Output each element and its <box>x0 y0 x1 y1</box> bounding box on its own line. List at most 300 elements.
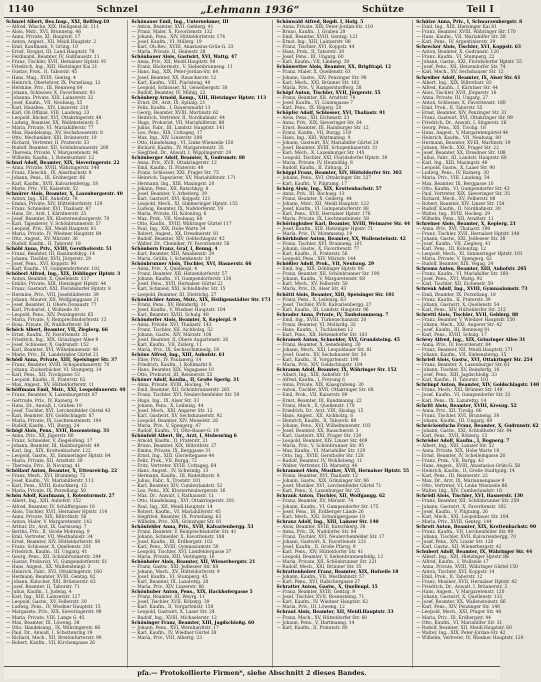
directory-entry: — Albert, Ing., XIII, Auhofstr. 152 <box>6 499 82 505</box>
directory-entry: — Otto, Kaufm., VI, Mariahilfer Str. 31 <box>416 620 503 626</box>
directory-entry: — Josef, Kaufm., VI, Mariahilferstr. 113 <box>6 479 94 485</box>
directory-entry: — Franz, Beamter, X, Laxenburgerstr. 87 <box>6 393 98 399</box>
directory-entry: — Josef, Beamter, II, Taborstr. 71 <box>6 585 80 591</box>
directory-entry: — Johann, Gastwirt, XV, Mariahilfer Gürtel 24 <box>276 141 379 147</box>
directory-entry: — Franz, Mech., XXI, Brünner Str. 148 <box>416 388 503 394</box>
directory-entry: — Otto, Handelsang., XVI, Ottakringerstr. 201 <box>131 499 235 505</box>
directory-entry: — Karl, Pens., XVIII, Kutschkerg. 15 <box>6 484 87 490</box>
directory-entry: — Max, Beamter, III, Löweng. 38 <box>6 620 80 626</box>
directory-entry: — Franz, Tischler, XVI, Neulerchenfelder Str. 59 <box>131 393 240 399</box>
directory-entry: — Franz, Beamter, XVI, Thaliastr. 12 <box>276 474 358 480</box>
directory-entry: — Arthur, Dr., Arzt, IX, Garnisong. 7 <box>6 524 87 530</box>
directory-entry: — Johanna, Private, XIII, Lainzerstr. 32 <box>6 95 94 101</box>
directory-entry: — Karl, Kaufm., II, Taborstr. 101 <box>416 378 489 384</box>
directory-entry: — Karl, Pens., XVI, Habichergasse 27 <box>276 580 361 586</box>
directory-entry: — Ernst, Ing., XIII, Gloriettegasse 44 <box>131 454 215 460</box>
directory-entry: — Josef, Kaufm., XIII, Hietzinger Hptstr. 71 <box>276 226 374 232</box>
directory-entry: — Leopold, Schlosser, XI, Geiselbergstr. 30 <box>131 85 228 91</box>
directory-entry: — Rudolf, Beamter, XII, Meidl.Hauptstr. 60 <box>416 625 512 631</box>
page-number: 1140 <box>8 5 35 15</box>
directory-entry: — Maria, Private, IV, Wiedner Hauptstr. 84 <box>6 231 102 237</box>
directory-entry: — Hans, Angest., XII, Aichholzg. 6 <box>276 413 354 419</box>
directory-entry: — Franz, Beamter, XVIII, Schopenhauerstr. 70 <box>6 363 110 369</box>
directory-entry: — Arnold, Kaufm., II, Praterstr. 21 <box>131 438 209 444</box>
directory-entry: — Alfred, Kaufm., I, Kärntner Str. 44 <box>416 85 498 91</box>
directory-entry: — Ernst, Beamter, III, Hainburger Str. 12 <box>276 125 369 131</box>
directory-entry: — Karl, Pens., XVII, Rötzerg. 12 <box>416 433 488 439</box>
directory-entry: — Leopold, Bäcker, XVI, Ottakringerstr. 48 <box>6 115 102 121</box>
directory-entry: — Josef, Beamter, XX, Rauscherstr. 12 <box>131 75 217 81</box>
directory-entry: — Ferdinand, Beamter, IV, Gußhausstr. 11 <box>6 55 100 61</box>
directory-entry: — Anna, Priv., IX, Nußdorfer Str. 84 <box>276 529 357 535</box>
directory-entry-heading: Schörkhuber Anton, Beamter, XX, Wallensteinstr. 42 <box>276 237 406 243</box>
directory-entry: — Franz, Tischler, XVI, Koppstr. 44 <box>276 45 355 51</box>
directory-entry: — Ernst, Drogist, III, Land.Hauptstr. 78 <box>6 50 95 56</box>
directory-entry: — Emil, Beamter, IX, Porzellang. 18 <box>416 292 496 298</box>
directory-entry-heading: Schrems Anton, Beamter, XIII, Auhofstr. 205 <box>416 267 527 273</box>
directory-entry: — Karl, Kaufm., II, Vorgartenstr. 158 <box>131 605 214 611</box>
directory-entry: — Maria, Private, IX, Porzellang. 50 <box>6 489 87 495</box>
directory-entry: — Franz, Gastw., XXI, Jedleseer Str. 68 <box>131 565 219 571</box>
directory-entry: — Maria, Priv., V, Ramperstorfferg. 28 <box>276 85 362 91</box>
directory-entry: — Franz, Beamter, X, Gellertg. 44 <box>276 196 352 202</box>
directory-entry-heading: Schreiber Adolf, Beamter, IX, Alser Str. 61 <box>416 75 521 81</box>
directory-entry: — Johann, Pens., XII, Ratschkyg. 8 <box>131 186 209 192</box>
directory-entry: — Leopold, Gastw., XI, Simmeringer Hptstr. 84 <box>6 454 111 460</box>
directory-entry: — Wilhelm, Vertreter, IV, Wiedner Hauptstr. 120 <box>416 635 524 641</box>
directory-entry: — Karl, Ob.Rev., XVIII, Anastasius-Grün-G. 33 <box>131 45 234 51</box>
directory-entry: — Franz, Schlosser, X, Quellenstr. 201 <box>6 544 92 550</box>
directory-entry: — Franz, Schneider, XVI, Thaliastr. 87 <box>6 206 92 212</box>
directory-entry: — Johann, Tischler, XVII, Kalvarienbergg. 70 <box>416 534 516 540</box>
directory-entry: — Johann, Kutscher, XXI, Brünnerstr. 63 <box>6 580 96 586</box>
directory-entry: — Josef, Kaufm., VII, Zieglerg. 41 <box>416 242 491 248</box>
directory-entry: — Karl, Ing., XIII, Maxingstr. 48 <box>416 161 488 167</box>
directory-entry: — Josef, Tischler, XVII, Rötzerg. 39 <box>131 600 210 606</box>
directory-entry: — Josef, Pens., III, Erdberger Lände 26 <box>276 509 364 515</box>
directory-column-1 <box>6 20 128 668</box>
directory-entry: — Franz, Beamter, XVIII, Währinger Str. 170 <box>416 30 516 36</box>
directory-entry-heading: Schönbichler Anton, Mstr., XIX, Heiligenstädter Str. 173 <box>131 297 271 303</box>
directory-entry-heading: Schnzl Adolf, Beamter, XIX, Sieveringerstr. 22 <box>6 161 120 167</box>
directory-entry: — Karl, Beamter, XVI, Wilhelminenstr. 48 <box>6 348 99 354</box>
directory-column-4 <box>416 20 541 668</box>
directory-entry: — Ernst, Beamter, III, Kundmanng. 22 <box>276 398 362 404</box>
directory-entry: — Josef, Pens., XVII, Hernalser Gürtel 22 <box>131 282 223 288</box>
directory-entry: — Maria, Private, V, Spengerg. 62 <box>416 257 492 263</box>
directory-entry-heading: Schrenk Adolf, Ing., XVIII, Gymnasiumstr. 73 <box>416 287 528 293</box>
directory-entry-heading: Schrecker Alois, Tischler, XVI, Koppstr. 63 <box>416 45 521 51</box>
directory-entry: — Julius, Fabr., III, Landstr. Hauptstr. 60 <box>416 156 507 162</box>
directory-entry-heading: Schöberl Alfred, Ing., XIX, Döblinger Hptstr. 3 <box>6 272 121 278</box>
directory-entry: — Alfred, Beamter, IV, Schäffergasse 18 <box>6 504 95 510</box>
directory-entry: — Leopold, Beamter, III, Dietrichg. 27 <box>131 292 217 298</box>
directory-entry-heading: Schrott Anton, Beamter, XIX, Krottenbachstr. 90 <box>416 524 537 530</box>
directory-entry: — Anton, Angest., XII, Meidl.Hauptstr. 2 <box>6 40 96 46</box>
directory-entry: — Franz, Gastwirt, XXI, Floridsdorfer Hptstr. 8 <box>6 287 111 293</box>
directory-entry: — Maria, Priv., III, Löweng. 12 <box>276 605 345 611</box>
directory-columns <box>6 20 540 668</box>
directory-entry: — Franz, Beamter, XVIII, Gentzg. 9 <box>276 590 356 596</box>
directory-entry: — Robert, Kaufm., VII, Kirchengasse 26 <box>6 640 95 646</box>
directory-entry: — Alfred, Wäsche, XIX, Heiligenst.St. 111 <box>6 25 99 31</box>
directory-entry: — Johann, Pens., V, Hartmanng. 14 <box>276 620 355 626</box>
directory-entry: — Franz, Bäckermstr., V, Siebenbrunneng. 11 <box>131 65 233 71</box>
directory-entry-heading: Schnürer Alois, Beamter, X, Laxenburgerstr. 40 <box>6 191 123 197</box>
directory-entry: — Anna, Private, XIX, Peter-Jordan-Str. 110 <box>276 25 374 31</box>
directory-entry: — Karl, Kaufm., VIII, Piaristeng. 40 <box>131 80 211 86</box>
directory-entry: — Maria, Private, IV, Heumühlg. 8 <box>276 161 353 167</box>
directory-entry-heading: Schreiner Alois, Beamter, X, Keplerg. 21 <box>416 221 516 227</box>
directory-entry-heading: Schönberg Arnold, Komp., XIII, Hietzinger Hptstr. 113 <box>131 95 267 101</box>
directory-entry: — Josef, Kaufm., VI, Gumpendorfer Str. 21 <box>416 393 511 399</box>
directory-entry: — Maria, Private, III, Kolonitzg. 6 <box>131 211 207 217</box>
directory-entry: — Gertrude, Priv., IV, Rainerg. 9 <box>6 398 78 404</box>
directory-entry: — Anna, Priv., X, Quellenpl. 4 <box>131 267 198 273</box>
directory-entry: — Karl, Pens., XVII, Hernalser Hptstr. 176 <box>276 211 371 217</box>
directory-entry: — Otto, Vertreter, VI, Linke Wienzeile 86 <box>416 484 508 490</box>
directory-entry: — Hans, Kaufm., I, Tuchlauben 12 <box>276 327 353 333</box>
directory-entry: — Heinrich, Oberlehrer, IX, Porzellang. 12 <box>6 80 101 86</box>
directory-entry: — Hermann, Beamter, XVIII, Martinstr. 19 <box>416 141 511 147</box>
directory-entry: — Richard, Mech., XV, Felberstr. 88 <box>416 196 496 202</box>
directory-entry: — Hans, Dr., Arzt, I, Kärntnerstr. 25 <box>6 211 87 217</box>
directory-entry: — Johann, Mech., XV, Hütteldorferstr. 9 <box>131 570 220 576</box>
directory-entry: — Paul, Ing., XIX, Hohe Warte 34 <box>131 226 206 232</box>
directory-entry: — Robert, Beamter, XIV, Linzer Str. 154 <box>416 201 505 207</box>
directory-entry: — Karl, Kaufm., II, Praterstr. 80 <box>276 625 348 631</box>
directory-entry: — Franz, Maler, X, Quellenstr. 63 <box>276 70 351 76</box>
directory-entry: — Maria, Priv., IX, Alser Str. 43 <box>276 287 347 293</box>
directory-entry: — Leopold, Beamter, V, Siebenbrunnenfeldg. 12 <box>276 554 384 560</box>
directory-entry: — Ernst, Beamter, XIV, Hütteldorferstr. 88 <box>6 539 101 545</box>
directory-entry: — Siegfried, Dr., Anwalt, I, Wipplingerstr. 29 <box>131 151 232 157</box>
directory-entry: — Bertha, Priv., II, Große Mohreng. 9 <box>6 529 90 535</box>
directory-entry: — Franz, Beamter, XII, Hetzendorferstr. 57 <box>131 272 228 278</box>
directory-entry: — Julius, Kaufm., I, Judeng. 4 <box>6 590 72 596</box>
directory-entry-heading: Schütze Anna, Priv., I, Schwarzenbergstr. 8 <box>416 20 523 25</box>
directory-entry: — Alfred, Kaufm., I, Wollzeile 17 <box>416 560 489 566</box>
directory-entry-heading: Schubert Adolf, Beamter, IX, Währinger Str. 44 <box>416 549 533 555</box>
directory-entry: — Emil, Prok., II, Taborstr. 55 <box>416 105 483 111</box>
directory-entry: — Friedrich, Ing., XIX, Grinzinger Allee 9 <box>6 337 99 343</box>
directory-entry: — Maria, Private, XII, Arndtstr. 30 <box>6 459 83 465</box>
directory-entry-heading: Schriefl Alois, Gastw., XVI, Ottakringer Str. 254 <box>416 358 533 364</box>
directory-entry: — Albert, Ing., XIII, Auhofstr. 19 <box>276 373 349 379</box>
directory-entry: — Rudolf, Beamter, XII, Schönbrunnerstr. 200 <box>6 146 109 152</box>
directory-entry: — Gustav, Prokurist, VI, Gumpendorferstr. 61 <box>6 560 108 566</box>
directory-entry: — Otto, Angest., XV, Märzstr. 36 <box>6 237 78 243</box>
directory-entry: — Johann, Kaufm., VII, Westbahnstr. 57 <box>276 575 365 581</box>
directory-entry-heading: Schrödl Alois, Tischler, XVI, Hasnerstr. 130 <box>416 494 523 500</box>
directory-entry: — Maria, Private, XIII, Veitingerg. 16 <box>131 554 215 560</box>
directory-entry: — Josef, Beamter, XX, Klosterneuburgerstr. 70 <box>6 216 110 222</box>
directory-entry-heading: Schöninger Franz, Beamter, XIII, Jagdschloßg. 60 <box>131 620 255 626</box>
directory-entry: — Franz, Kaufm., VII, Lerchenfelder Str. 99 <box>416 529 514 535</box>
directory-entry: — Josef, Pens., XIII, Jagdschloßg. 33 <box>416 373 497 379</box>
directory-entry: — Karl, Pens., XVIII, Schulg. 17 <box>416 332 487 338</box>
directory-entry: — Anton, Tischler, XVII, Ottakringer Str. 68 <box>276 388 374 394</box>
directory-entry: — Emil, Prok., VII, Kaiserstr. 99 <box>276 393 348 399</box>
directory-entry: — Emma, Private, IX, Berggasse 31 <box>131 448 211 454</box>
directory-entry: — Josef, Pens., XIV, Linzer Str. 128 <box>416 539 494 545</box>
directory-entry: — Max, Beamter, IX, Berggasse 10 <box>416 181 494 187</box>
directory-entry: — Alfred, Kaufm., I, Freyung 6 <box>276 378 345 384</box>
directory-entry: — Ernst, Dr., Arzt, IX, Spitalg. 21 <box>131 100 206 106</box>
directory-entry-heading: Schrey Alfred, Ing., XIX, Grinzinger Allee 31 <box>416 337 526 343</box>
directory-entry: — Felix, Prok., VII, Burgg. 72 <box>131 459 197 465</box>
directory-entry: — Georg, Pens., XII, Tivolig. 18 <box>416 125 486 131</box>
directory-entry-heading: Schöttl Alois, Beamter, XIII, Speisinger Str. 101 <box>276 292 395 298</box>
directory-entry: — Leopold, Gastw., X, Laaer Str. 90 <box>416 166 496 172</box>
directory-entry: — Josef, Beamter, XX, Wallensteinstr. 66 <box>416 600 506 606</box>
directory-entry: — Franz, Kaufm., VI, Mariahilfer Str. 160 <box>416 272 509 278</box>
directory-entry: — Hermine, Priv., III, Rennweg 64 <box>6 85 83 91</box>
directory-entry: — Maria, Private, IX, Liechtensteinstr. 104 <box>6 418 102 424</box>
directory-entry: — Franz, Beamter, XII, Schönbrunner Str. 259 <box>416 499 520 505</box>
directory-entry-heading: Schönwald Alfred, Regdi. I, Hofg. 5 <box>276 20 364 25</box>
directory-entry: — Julius, Fabr., X, Troststr. 101 <box>131 479 201 485</box>
directory-entry: — Albert, Ing., XIII, Hietzinger Hptstr. 88 <box>416 554 509 560</box>
directory-entry: — Karl, Schmied, XXI, Schloßhofer Str. 15 <box>131 287 226 293</box>
directory-entry: — Otto, Mechaniker, XXI, Brünnerstr. 19 <box>6 136 97 142</box>
directory-entry: — Johann, Kaufm., VI, Gumpendorfer Str. 175 <box>276 504 379 510</box>
directory-entry: — Maria, Private, VI, Mariahilferstr. 77 <box>6 125 94 131</box>
directory-entry: — Bruno, Kaufm., I, Graben 28 <box>276 30 346 36</box>
directory-entry: — Franz, Kaufm., VI, Stumperg. 22 <box>416 55 495 61</box>
directory-entry: — Otto, Handelsang., IX, Währingerstr. 66 <box>6 625 101 631</box>
directory-entry: — Max, Kaufm., VI, Mariahilfer Str. 129 <box>276 448 366 454</box>
directory-entry-heading: Schramm Adolf, Beamter, IX, Währinger Str. 152 <box>276 368 397 374</box>
directory-column-3 <box>276 20 413 668</box>
directory-entry: — Karl, Ing., XIII, Lainzerstr. 127 <box>6 595 81 601</box>
directory-entry-heading: Schöllauf Anton, Beamter, X, Ettenreichg. 22 <box>6 469 118 475</box>
directory-entry: — Johann, Pens., XVI, Wilhelminenstr. 103 <box>276 423 371 429</box>
directory-entry: — Karl, Pens., XIV, Penzinger Str. 148 <box>416 605 500 611</box>
directory-entry: — Rudolf, Ing., XVIII, Michaelerstr. 12 <box>131 615 217 621</box>
directory-entry: — Karl, Pens., III, Reisnerstr. 22 <box>416 474 488 480</box>
directory-entry: — Hans, Angest., XVIII, Anastasius-Grün-G. 58 <box>416 464 521 470</box>
directory-entry: — Rudolf, Kaufm., VI, Otto-Bauer-G. 19 <box>131 428 219 434</box>
directory-entry: — Anna, Private, XIX, Hohe Warte 18 <box>416 448 500 454</box>
directory-entry-heading: Schnzel Albert, Bez.Insp., XXI, Beltlwg.10 <box>6 20 110 25</box>
directory-entry: — Richard, Vertreter, II, Praterstr. 33 <box>6 141 90 147</box>
directory-entry: — Ernst, Kaufm., IV, Favoritenstr. 31 <box>6 332 88 338</box>
directory-entry: — Johann, Pens., III, Erdbergstr. 66 <box>6 176 86 182</box>
directory-entry: — Johann, Kaufm., III, Ungarg. 89 <box>416 418 493 424</box>
directory-entry: — Theresia, Priv., II, Novarag. 41 <box>6 464 81 470</box>
directory-entry: — Emil, Ing., XIX, Döblinger Hptstr. 80 <box>276 267 364 273</box>
directory-entry: — Johann, Tischler, XVII, Jörgerstr. 29 <box>6 257 91 263</box>
directory-entry: — Hans, Mag., XVIII, Gentzg. 4 <box>6 75 76 81</box>
directory-entry: — Maria, Private, IX, Liechtensteinstr. 58 <box>276 216 369 222</box>
directory-entry: — Anton, Ing., XIII, Auhofstr. 78 <box>6 196 78 202</box>
directory-entry: — Anton, Beamter, X, Gudrunstr. 120 <box>416 50 499 56</box>
directory-entry: — Robert, Kaufm., VI, Mariahilferstr. 45 <box>131 509 221 515</box>
header-part: Teil I <box>466 5 494 15</box>
directory-entry: — Anna, Priv., XIX, Sieveringer Str. 64 <box>276 120 362 126</box>
directory-entry: — Josef, Pens., XVI, Koppstr. 90 <box>6 262 77 268</box>
directory-entry-heading: Schönfeld Albert, Dr., Arzt, I, Stubenring 6 <box>131 433 237 439</box>
directory-entry: — Ernst, Beamter, XIV, Penzinger Str. 31 <box>416 110 507 116</box>
directory-entry: — Josef, Pens., XII, Hetzendorfer Str. 74 <box>416 65 506 71</box>
directory-entry: — Karl, Mech., XV, Felberstr. 50 <box>276 282 348 288</box>
directory-entry: — Karl, Beamter, IX, Lazarettg. 28 <box>131 580 209 586</box>
directory-entry-heading: Schöner Adolf, Kaufm., II, Große Sperlg. 31 <box>131 378 240 384</box>
directory-entry: — Alois, Pens., XII, Eichenstr. 33 <box>276 115 350 121</box>
directory-entry: — Hugo, Prokurist, VII, Mariahilferstr. 88 <box>131 120 225 126</box>
directory-entry: — Anna, Priv., XVII, Ottakringerstr. 12 <box>131 161 217 167</box>
directory-entry: — Karl, Mech., XV, Sechshauser Str. 12 <box>416 70 504 76</box>
directory-entry: — Johann, Mech., XXI, Angerer Str. 42 <box>416 322 502 328</box>
directory-entry: — Ludwig, Beamter, IX, Nußdorferstr. 19 <box>131 206 224 212</box>
directory-entry: — Anton, Maler, V, Margaretenstr. 142 <box>6 519 92 525</box>
directory-entry: — Franz, Beamter, XII, Arndtstr. 78 <box>276 95 356 101</box>
directory-entry: — Rudolf, Kaufm., VII, Burgg. 24 <box>6 423 80 429</box>
directory-entry: — Franz, Mech., X, Quellenstr. 170 <box>276 403 355 409</box>
directory-entry: — Johann, Kaufm., VII, Siebensterng. 15 <box>416 353 507 359</box>
directory-entry: — Franz, Beamter, VI, Mollardg. 33 <box>276 322 356 328</box>
directory-entry: — Gustav, Prok., II, Taborstr. 45 <box>6 70 78 76</box>
directory-entry: — Anna, Private, XI, Hauptstr. 17 <box>6 35 81 41</box>
directory-entry: — Josef, Pens., XVI, Wattg. 92 <box>416 277 483 283</box>
directory-entry: — Franz, Gastwirt, XVI, Ottakringer Str. 99 <box>416 115 513 121</box>
directory-entry: — Hans, Angest., XX, Wallensteinpl. 3 <box>6 565 91 571</box>
directory-entry-heading: Schramek Anton, Schneider, XVI, Grundsteing. 45 <box>276 337 400 343</box>
directory-entry: — Franz, Tischler, XVII, Hernalser Hptstr. 91 <box>6 60 107 66</box>
directory-entry: — Johann, Gastw., XIV, Penzinger Str. 98 <box>276 75 367 81</box>
directory-entry-heading: Schönauer Emil, Ing., Unternehmer, III <box>131 20 229 25</box>
directory-entry-heading: Schröckenfuchs Franz, Beamter, X, Gudrunstr. 62 <box>416 423 539 429</box>
directory-entry: — Fritz, Vertreter, XVIII, Cottageg. 64 <box>131 464 217 470</box>
directory-entry: — Karl, Pens., XVIII, Gymnasiumstr. 50 <box>131 544 219 550</box>
directory-entry: — Rudolf, Kaufm., II, Nordbahnstr. 30 <box>416 206 501 212</box>
directory-entry: — Hans, Angest., IV, Schwindg. 13 <box>131 469 209 475</box>
directory-entry: — Franz, Maler, X, Favoritenstr. 132 <box>131 30 213 36</box>
directory-entry: — Johann, Mstr., XII, Meidl.Hauptstr. 122 <box>276 201 370 207</box>
directory-entry: — Anna, Priv., III, Rochusg. 13 <box>276 191 345 197</box>
directory-entry: — Max, Prok., VII, Neubaug. 68 <box>131 216 203 222</box>
directory-entry: — Ludwig, Pens., IV, Rainerg. 30 <box>416 171 489 177</box>
directory-entry: — Josef, Tischler, XVII, Kalvarienbergg. 27 <box>276 302 372 308</box>
directory-entry: — Josef, Tischler, XVI, Lerchenfelder Gürtel 43 <box>6 408 111 414</box>
directory-entry: — Karl, Pens., XII, Tivoligasse 53 <box>6 373 80 379</box>
directory-entry: — Hermann, Kaufm., III, Radetzkystr. 8 <box>131 474 220 480</box>
directory-entry-heading: Schöch Albert, Beamter, VII, Zieglerg. 66 <box>6 327 108 333</box>
directory-entry: — Paul, Dr., Anwalt, I, Schottenring 19 <box>6 630 93 636</box>
directory-entry: — Anna, Priv., XII, Tivolig. 66 <box>416 408 482 414</box>
directory-entry-heading: Schöbl Anna, Priv., XVIII, Gersthoferstr. 51 <box>6 247 112 253</box>
directory-entry: — Franz, Prok., VII, Burgg. 43 <box>416 459 484 465</box>
directory-entry: — Josef, Kaufm., VI, Stumperg. 45 <box>131 575 208 581</box>
directory-entry: — Johann, Mech., XXI, Prager Str. 22 <box>416 146 499 152</box>
directory-entry: — Karl, Ob.Offizial, VIII, Laudong. 23 <box>6 110 90 116</box>
directory-entry: — Maria, Private, XII, Schönbrunner Str. 221 <box>276 560 378 566</box>
directory-entry: — Walter, Vertreter, III, Marxerg. 40 <box>276 464 358 470</box>
directory-entry: — Wilhelm, Kaufm., I, Rotenturmstr. 12 <box>6 156 95 162</box>
directory-entry: — Alois, Tischler, XVII, Jörgerstr. 16 <box>416 90 497 96</box>
directory-entry: — Karl, Gastwirt, XXI, Prager Str. 130 <box>276 433 362 439</box>
directory-entry-heading: Schrattenholzer Franz, Beamter, XIX, Hofzeile 18 <box>276 570 399 576</box>
directory-entry: — Emilie, Private, XIII, Hietzinger Hptstr. 44 <box>6 282 107 288</box>
directory-entry: — Franz, Beamter, XII, Meidl.Hauptstr. 171 <box>416 348 514 354</box>
directory-entry: — Max, Ing., XIV, Linzerstr. 298 <box>131 136 203 142</box>
directory-entry: — Heinrich, Kaufm., II, Taborstr. 88 <box>276 418 357 424</box>
directory-entry: — Max, Dr., Anwalt, I, Rathausstr. 11 <box>131 494 215 500</box>
directory-entry: — Karl, Prokurist, I, Wollzeile 30 <box>6 307 79 313</box>
directory-entry: — Friedrich, Dr., Anwalt, I, Bräunerstr. 3 <box>416 585 508 591</box>
page-footer: pfa.— Protokollierte Firmen*, siehe Abschnitt 2 dieses Bandes. <box>4 666 500 679</box>
directory-entry: — Walter, Ing., XVIII, Hockeg. 29 <box>416 211 491 217</box>
directory-entry: — Franz, Beamter, V, Reinprechtsdorfer Str. 41 <box>131 529 237 535</box>
directory-entry: — Leopold, Tischler, XVI, Lienfeldergasse 37 <box>131 549 232 555</box>
directory-entry: — Siegfried, Beamter, IX, Porzellang. 63 <box>131 514 222 520</box>
directory-entry: — Karl, Pens., IX, Rögerg. 20 <box>276 105 342 111</box>
directory-entry: — Emil, Beamter, XII, Schönbrunnerstr. 283 <box>131 388 230 394</box>
directory-entry: — Johann, Gastw., X, Favoritenstr. 77 <box>276 247 360 253</box>
directory-entry: — Johann, Gastw., XIX, Grinzinger Str. 66 <box>276 479 369 485</box>
directory-entry: — Anna, Private, XVI, Thaliastr. 143 <box>131 322 212 328</box>
directory-entry: — Anna, Private, XVIII, Währinger Gürtel 150 <box>416 565 518 571</box>
directory-entry: — Rudolf, Kaufm., II, Zirkusg. 21 <box>276 166 350 172</box>
directory-entry-heading: Schönbrunner Alois, Tischler, XVI, Hasnerstr. 66 <box>131 262 252 268</box>
directory-entry: — Hans, Angest., V, Margaretenstr. 120 <box>416 590 505 596</box>
header-right-word: Schütze <box>362 5 405 15</box>
directory-entry-heading: Schrammel Alois, Musiker, XVII, Hernalser Hptstr. 55 <box>276 469 410 475</box>
directory-entry: — Heinrich, Vertreter, II, Nordbahnstr. 44 <box>131 115 225 121</box>
directory-entry: — Karl, Pens., XIV, Hütteldorfer Str. 41 <box>276 549 364 555</box>
directory-entry: — Karl, Hausbes., XIV, Linzerstr. 210 <box>6 105 89 111</box>
header-left-word: Schnzel <box>96 5 139 15</box>
directory-entry: — Hans, Dr., Anwalt, I, Graben 19 <box>6 403 82 409</box>
directory-entry: — Margarete, Priv., XIX, Sieveringerstr. 98 <box>6 610 102 616</box>
directory-entry: — Karl, Ing., XIX, Krottenbachstr. 122 <box>6 448 91 454</box>
directory-entry: — Elise, Priv., IV, Paulanerg. 14 <box>131 358 202 364</box>
directory-entry: — Franz, Mech., XVI, Brunneng. 72 <box>6 474 86 480</box>
directory-entry: — Josef, Beamter, XX, Dresdner Str. 108 <box>416 151 506 157</box>
directory-entry: — Bruno, Beamter, XIX, Billrothstr. 27 <box>131 443 217 449</box>
directory-entry: — Karl, Beamter, XIII, Amalienstr. 29 <box>131 252 215 258</box>
directory-entry: — Johann, Gastwirt, X, Quellenstr. 54 <box>416 302 500 308</box>
directory-entry: — Karl, Gastw., XII, Wienerbergstr. 42 <box>416 544 502 550</box>
directory-entry-heading: Schönhuber Anton, Pens., XIX, Hackhofergasse 5 <box>131 590 253 596</box>
directory-entry: — Hermann, Ing., XIII, Maxingstr. 20 <box>131 181 215 187</box>
directory-entry: — Josef, Beamter, V, Arbeiterg. 39 <box>131 191 208 197</box>
directory-entry: — Alois, Tischler, XVII, Hernalser Hptstr. 114 <box>6 509 108 515</box>
directory-entry: — Heinrich, Kaufm., VII, Neubaug. 80 <box>416 136 501 142</box>
directory-entry: — Heinrich, Tapezierer, XV, Mariahilferstr. 171 <box>131 176 236 182</box>
directory-entry: — Otto, Prokurist, III, Reisnerstr. 55 <box>131 373 213 379</box>
directory-entry: — Rudolf, Beamter, XIX, Vegag. 24 <box>416 262 494 268</box>
directory-entry: — Karl, Kaufm., VII, Zollerg. 11 <box>131 343 202 348</box>
directory-entry: — Franz, Pens., XV, Reindorfg. 31 <box>131 302 207 308</box>
directory-entry: — Maria, Priv., XIV, Linzerstr. 66 <box>131 585 205 591</box>
directory-entry: — Franz, Beamter, X, Laxenburger Str. 61 <box>416 363 510 369</box>
directory-entry: — Otto, Kaufm., XVIII, Währinger Gürtel 117 <box>131 221 232 227</box>
directory-entry: — Max, Dr., Arzt, IX, Mariannengasse 9 <box>416 479 505 485</box>
directory-entry: — Walter, Dr., Chemiker, IV, Favoritenstr. 58 <box>131 242 230 248</box>
directory-entry: — Karl, Beamter, XIV, Goldschlagstr. 87 <box>6 413 95 419</box>
directory-entry: — Franz, Musiker, XVII, Hernalser Hptstr. 42 <box>416 580 517 586</box>
page-title: „Lehmann 1936“ <box>200 4 300 16</box>
directory-entry: — Leopold, Kaufm., II, Praterstr. 62 <box>6 378 86 384</box>
directory-entry: — Franz, Fleischh., IX, Alserbachstr. 8 <box>6 171 92 177</box>
directory-entry: — Karl, Gastwirt, XV, Sechshauserstr. 92 <box>131 413 223 419</box>
directory-entry: — Hans, Kaufm., VII, Mariahilfer Str. 58 <box>416 35 506 41</box>
directory-entry: — Franz, Beamter, XII, Schönbrunner Str. 190 <box>276 272 380 278</box>
directory-entry: — Johann, Pens., XVI, Ottakringer Str. 227 <box>276 176 372 182</box>
directory-entry: — Wilhelm, Priv., XIX, Grinzinger Str. 81 <box>131 519 222 525</box>
